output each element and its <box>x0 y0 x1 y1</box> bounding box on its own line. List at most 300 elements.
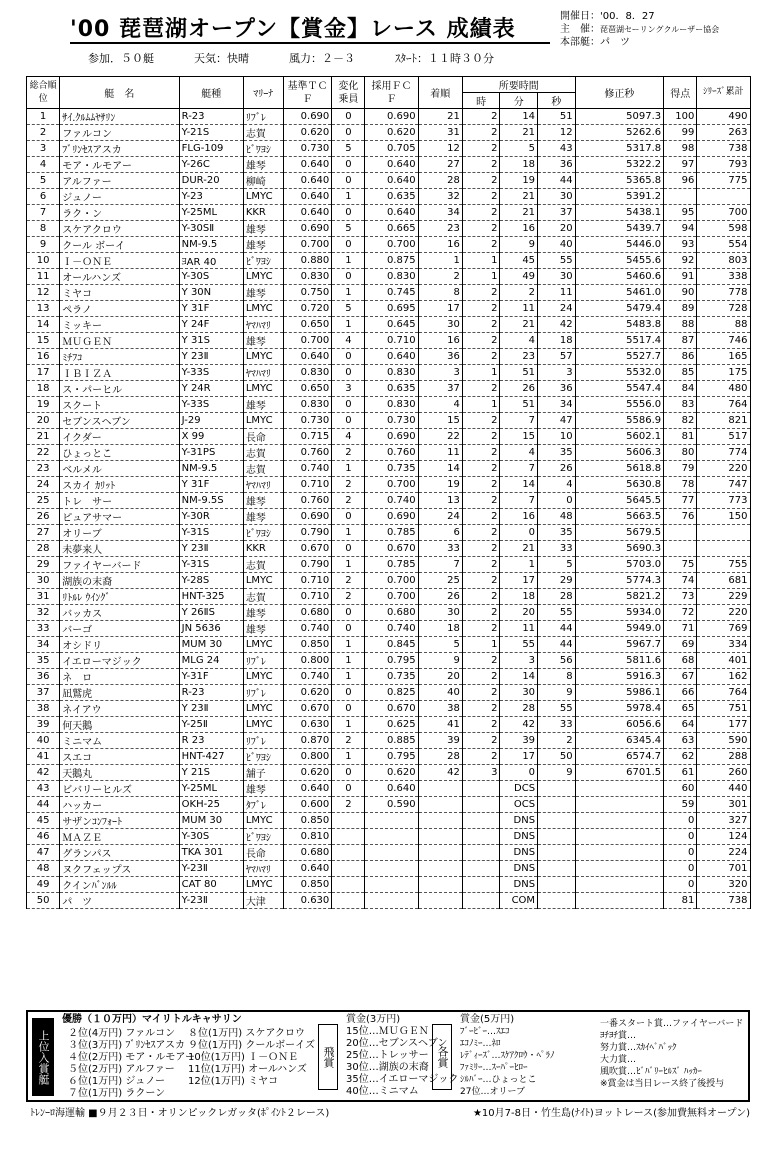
row-base: 0.630 <box>283 717 332 733</box>
row-yacht: ハッカー <box>60 797 179 813</box>
row-hours: 1 <box>462 637 500 653</box>
row-seconds: 28 <box>538 589 576 605</box>
prize-mid-label: 飛賞 <box>318 1024 338 1090</box>
row-yacht: バッカス <box>60 605 179 621</box>
row-seconds: 40 <box>538 237 576 253</box>
row-base: 0.620 <box>283 125 332 141</box>
row-corrected: 5461.0 <box>575 285 664 301</box>
row-base: 0.740 <box>283 669 332 685</box>
row-type: Y-21S <box>179 125 243 141</box>
row-marina: 柳崎 <box>243 173 283 189</box>
row-series <box>697 541 750 557</box>
row-base: 0.710 <box>283 573 332 589</box>
row-yacht: 湖族の末裔 <box>60 573 179 589</box>
row-seconds: 24 <box>538 301 576 317</box>
row-used: 0.640 <box>365 349 418 365</box>
row-change: 0 <box>332 173 365 189</box>
row-series <box>697 189 750 205</box>
row-finish: 18 <box>418 621 462 637</box>
row-minutes: 20 <box>500 605 538 621</box>
row-minutes: 55 <box>500 637 538 653</box>
row-used: 0.690 <box>365 429 418 445</box>
row-hours: 2 <box>462 733 500 749</box>
row-rank: 10 <box>27 253 60 269</box>
row-marina: 舗子 <box>243 765 283 781</box>
row-change: 1 <box>332 285 365 301</box>
row-yacht: ピュアサマー <box>60 509 179 525</box>
table-body <box>27 109 751 909</box>
row-series: 778 <box>697 285 750 301</box>
row-type: Y 26ⅡS <box>179 605 243 621</box>
meta-hq-label: 本部艇： <box>560 37 600 48</box>
row-minutes: 17 <box>500 573 538 589</box>
row-change <box>332 861 365 877</box>
row-finish: 3 <box>418 365 462 381</box>
row-yacht: ファイヤーバード <box>60 557 179 573</box>
row-seconds: 29 <box>538 573 576 589</box>
row-rank: 15 <box>27 333 60 349</box>
table-row <box>27 381 751 397</box>
row-seconds <box>538 797 576 813</box>
row-yacht: クール ボーイ <box>60 237 179 253</box>
table-row <box>27 205 751 221</box>
row-finish: 11 <box>418 445 462 461</box>
row-yacht: グランパス <box>60 845 179 861</box>
row-finish: 39 <box>418 733 462 749</box>
info-line <box>88 50 494 66</box>
row-hours: 2 <box>462 669 500 685</box>
row-series: 165 <box>697 349 750 365</box>
row-corrected: 5479.4 <box>575 301 664 317</box>
header-yacht: 艇 名 <box>60 77 179 109</box>
row-used: 0.635 <box>365 381 418 397</box>
row-rank: 18 <box>27 381 60 397</box>
row-series: 88 <box>697 317 750 333</box>
row-corrected: 6574.7 <box>575 749 664 765</box>
row-yacht: クインﾊﾞﾝﾙﾙ <box>60 877 179 893</box>
row-change: 2 <box>332 493 365 509</box>
row-marina: 志賀 <box>243 589 283 605</box>
table-row <box>27 541 751 557</box>
row-minutes: 45 <box>500 253 538 269</box>
prize-item: 風吹賞…ﾋﾞﾊﾞﾘｰﾋﾙｽﾞ ﾊｯｶｰ <box>600 1067 702 1077</box>
row-series: 220 <box>697 461 750 477</box>
row-rank: 21 <box>27 429 60 445</box>
row-type: J-29 <box>179 413 243 429</box>
row-minutes: 18 <box>500 589 538 605</box>
prize-item: 10位(1万円) Ｉ－ＯＮＥ <box>188 1052 299 1063</box>
row-series: 150 <box>697 509 750 525</box>
row-rank: 49 <box>27 877 60 893</box>
row-rank: 13 <box>27 301 60 317</box>
row-rank: 24 <box>27 477 60 493</box>
row-rank: 8 <box>27 221 60 237</box>
row-series: 288 <box>697 749 750 765</box>
row-hours: 2 <box>462 189 500 205</box>
row-seconds: 9 <box>538 685 576 701</box>
row-yacht: ﾌﾞﾘﾝｾｽアスカ <box>60 141 179 157</box>
row-base: 0.690 <box>283 109 332 125</box>
row-change: 4 <box>332 429 365 445</box>
row-series: 260 <box>697 765 750 781</box>
row-hours: 2 <box>462 333 500 349</box>
row-minutes: 14 <box>500 477 538 493</box>
row-finish: 25 <box>418 573 462 589</box>
row-base: 0.700 <box>283 237 332 253</box>
row-corrected: 5606.3 <box>575 445 664 461</box>
row-minutes: 7 <box>500 461 538 477</box>
table-row <box>27 349 751 365</box>
row-series: 480 <box>697 381 750 397</box>
row-marina: 志賀 <box>243 445 283 461</box>
row-series: 263 <box>697 125 750 141</box>
row-points: 62 <box>664 749 697 765</box>
row-type: Y-25Ⅱ <box>179 717 243 733</box>
row-finish: 30 <box>418 605 462 621</box>
row-points: 81 <box>664 429 697 445</box>
row-finish: 16 <box>418 237 462 253</box>
row-finish: 28 <box>418 749 462 765</box>
row-marina: LMYC <box>243 669 283 685</box>
row-seconds: 33 <box>538 717 576 733</box>
row-hours <box>462 893 500 909</box>
row-change: 0 <box>332 685 365 701</box>
row-marina: ﾔﾏﾊﾏﾘ <box>243 861 283 877</box>
row-hours <box>462 877 500 893</box>
row-used <box>365 877 418 893</box>
row-series: 175 <box>697 365 750 381</box>
row-yacht: サザンｺﾝﾌｫｰﾄ <box>60 813 179 829</box>
row-rank: 17 <box>27 365 60 381</box>
footer-right: ★10月7-8日・竹生島(ﾅｲﾄ)ヨットレース(参加費無料オープン) <box>472 1108 750 1119</box>
row-minutes: 4 <box>500 445 538 461</box>
row-change: 1 <box>332 749 365 765</box>
row-corrected <box>575 781 664 797</box>
row-yacht: ネ ロ <box>60 669 179 685</box>
row-points: 73 <box>664 589 697 605</box>
row-marina: 雄琴 <box>243 285 283 301</box>
row-used: 0.640 <box>365 173 418 189</box>
table-row <box>27 445 751 461</box>
row-points <box>664 541 697 557</box>
row-used: 0.670 <box>365 701 418 717</box>
row-base: 0.690 <box>283 509 332 525</box>
row-finish: 40 <box>418 685 462 701</box>
row-corrected: 5934.0 <box>575 605 664 621</box>
row-hours: 2 <box>462 381 500 397</box>
prize-item: ３位(3万円) ﾌﾞﾘﾝｾｽアスカ <box>68 1040 185 1051</box>
row-points: 0 <box>664 877 697 893</box>
row-hours: 1 <box>462 269 500 285</box>
table-row <box>27 397 751 413</box>
row-type: Y-30SⅡ <box>179 221 243 237</box>
row-base: 0.680 <box>283 845 332 861</box>
row-base: 0.740 <box>283 621 332 637</box>
row-rank: 2 <box>27 125 60 141</box>
row-rank: 22 <box>27 445 60 461</box>
row-series: 755 <box>697 557 750 573</box>
row-seconds: 10 <box>538 429 576 445</box>
row-seconds: 44 <box>538 621 576 637</box>
row-rank: 41 <box>27 749 60 765</box>
row-hours: 1 <box>462 365 500 381</box>
row-type: Y-26C <box>179 157 243 173</box>
row-change: 3 <box>332 381 365 397</box>
row-series: 751 <box>697 701 750 717</box>
row-hours: 2 <box>462 461 500 477</box>
row-points: 0 <box>664 829 697 845</box>
row-used: 0.620 <box>365 125 418 141</box>
row-rank: 36 <box>27 669 60 685</box>
row-points: 90 <box>664 285 697 301</box>
prize-col4 <box>460 1026 555 1098</box>
table-row <box>27 877 751 893</box>
row-used <box>365 861 418 877</box>
row-hours: 2 <box>462 589 500 605</box>
row-yacht: スカイ ｶﾘｯﾄ <box>60 477 179 493</box>
row-finish: 32 <box>418 189 462 205</box>
row-hours: 2 <box>462 477 500 493</box>
row-type: Y 23Ⅱ <box>179 349 243 365</box>
row-yacht: ひょっとこ <box>60 445 179 461</box>
row-marina: ﾋﾞﾜﾖｼ <box>243 141 283 157</box>
row-yacht: ＩＢＩＺＡ <box>60 365 179 381</box>
row-hours: 3 <box>462 765 500 781</box>
row-base: 0.790 <box>283 557 332 573</box>
row-change: 0 <box>332 509 365 525</box>
row-finish: 31 <box>418 125 462 141</box>
prize-col5 <box>600 1018 743 1090</box>
row-finish: 27 <box>418 157 462 173</box>
header-points: 得点 <box>664 77 697 109</box>
row-finish: 12 <box>418 141 462 157</box>
row-seconds: 44 <box>538 173 576 189</box>
row-change <box>332 893 365 909</box>
row-minutes: 21 <box>500 125 538 141</box>
row-marina: ﾋﾞﾜﾖｼ <box>243 253 283 269</box>
row-type: Y-33S <box>179 397 243 413</box>
prize-item: 11位(1万円) オールハンズ <box>188 1064 307 1075</box>
row-used: 0.680 <box>365 605 418 621</box>
row-base: 0.700 <box>283 333 332 349</box>
row-minutes: DNS <box>500 861 538 877</box>
row-base: 0.640 <box>283 349 332 365</box>
row-used: 0.795 <box>365 749 418 765</box>
row-corrected: 5556.0 <box>575 397 664 413</box>
row-seconds: 35 <box>538 525 576 541</box>
row-minutes: 51 <box>500 365 538 381</box>
row-series: 764 <box>697 685 750 701</box>
row-corrected <box>575 813 664 829</box>
row-used: 0.640 <box>365 205 418 221</box>
info-wind: 風力：２－３ <box>289 52 355 65</box>
row-base: 0.830 <box>283 365 332 381</box>
row-series: 401 <box>697 653 750 669</box>
table-row <box>27 173 751 189</box>
table-row <box>27 733 751 749</box>
row-type: Y-28S <box>179 573 243 589</box>
row-type: JN 5636 <box>179 621 243 637</box>
row-used: 0.795 <box>365 653 418 669</box>
row-type: FLG-109 <box>179 141 243 157</box>
row-marina: ﾋﾞﾜﾖｼ <box>243 525 283 541</box>
row-hours: 2 <box>462 317 500 333</box>
row-corrected: 5811.6 <box>575 653 664 669</box>
results-table <box>26 76 750 909</box>
info-weather: 天気：快晴 <box>194 52 249 65</box>
row-used: 0.640 <box>365 781 418 797</box>
row-corrected: 5986.1 <box>575 685 664 701</box>
row-finish: 24 <box>418 509 462 525</box>
row-finish: 37 <box>418 381 462 397</box>
prize-item: ※賞金は当日レース終了後授与 <box>600 1079 725 1089</box>
row-series: 229 <box>697 589 750 605</box>
row-minutes: 9 <box>500 237 538 253</box>
row-yacht: ペラノ <box>60 301 179 317</box>
row-hours: 2 <box>462 605 500 621</box>
row-rank: 27 <box>27 525 60 541</box>
row-base: 0.680 <box>283 605 332 621</box>
row-finish: 20 <box>418 669 462 685</box>
row-used: 0.625 <box>365 717 418 733</box>
meta-date <box>560 10 719 23</box>
row-change: 0 <box>332 237 365 253</box>
row-points: 64 <box>664 717 697 733</box>
row-corrected: 5446.0 <box>575 237 664 253</box>
meta-hq-value: パ ツ <box>600 37 630 48</box>
row-points: 72 <box>664 605 697 621</box>
row-marina: 志賀 <box>243 125 283 141</box>
row-seconds: 2 <box>538 733 576 749</box>
row-type: Y-31S <box>179 525 243 541</box>
table-row <box>27 637 751 653</box>
row-used: 0.885 <box>365 733 418 749</box>
row-base: 0.630 <box>283 893 332 909</box>
row-change: 0 <box>332 109 365 125</box>
row-corrected <box>575 893 664 909</box>
row-series: 440 <box>697 781 750 797</box>
prize-item: 12位(1万円) ミヤコ <box>188 1076 279 1087</box>
row-series: 728 <box>697 301 750 317</box>
table-row <box>27 141 751 157</box>
row-yacht: ファルコン <box>60 125 179 141</box>
row-corrected: 5645.5 <box>575 493 664 509</box>
row-corrected: 6056.6 <box>575 717 664 733</box>
row-type: Y 23Ⅱ <box>179 701 243 717</box>
row-hours <box>462 829 500 845</box>
row-change: 2 <box>332 445 365 461</box>
row-type: Y 31S <box>179 333 243 349</box>
row-corrected: 5586.9 <box>575 413 664 429</box>
meta-date-label: 開催日： <box>560 11 600 22</box>
row-rank: 38 <box>27 701 60 717</box>
row-type: Y 23Ⅱ <box>179 541 243 557</box>
row-corrected: 5774.3 <box>575 573 664 589</box>
row-marina: LMYC <box>243 701 283 717</box>
row-minutes: 21 <box>500 189 538 205</box>
row-minutes: 42 <box>500 717 538 733</box>
prize-right-label: 各賞 <box>432 1024 452 1090</box>
row-points: 66 <box>664 685 697 701</box>
row-marina: LMYC <box>243 269 283 285</box>
row-type: DUR-20 <box>179 173 243 189</box>
header-series: ｼﾘｰｽﾞ累計 <box>697 77 750 109</box>
row-base: 0.640 <box>283 781 332 797</box>
row-hours: 1 <box>462 253 500 269</box>
row-base: 0.880 <box>283 253 332 269</box>
row-minutes: 7 <box>500 413 538 429</box>
row-change: 1 <box>332 669 365 685</box>
row-series: 803 <box>697 253 750 269</box>
prize-item: ６位(1万円) ジュノー <box>68 1076 166 1087</box>
row-base: 0.715 <box>283 429 332 445</box>
row-series <box>697 525 750 541</box>
row-corrected: 5262.6 <box>575 125 664 141</box>
prize-item: ８位(1万円) スケアクロウ <box>188 1028 306 1039</box>
row-marina: 大津 <box>243 893 283 909</box>
row-change: 0 <box>332 157 365 173</box>
row-hours: 2 <box>462 701 500 717</box>
row-base: 0.690 <box>283 221 332 237</box>
row-points: 94 <box>664 221 697 237</box>
table-row <box>27 109 751 125</box>
row-corrected: 5663.5 <box>575 509 664 525</box>
row-change: 1 <box>332 653 365 669</box>
row-marina: 雄琴 <box>243 397 283 413</box>
row-points: 59 <box>664 797 697 813</box>
table-row <box>27 301 751 317</box>
row-marina: 長命 <box>243 429 283 445</box>
row-series: 590 <box>697 733 750 749</box>
header-marina: ﾏﾘｰﾅ <box>243 77 283 109</box>
row-minutes: 11 <box>500 301 538 317</box>
row-seconds: 44 <box>538 637 576 653</box>
row-points <box>664 189 697 205</box>
row-used: 0.745 <box>365 285 418 301</box>
row-finish: 22 <box>418 429 462 445</box>
footer <box>30 1104 750 1119</box>
row-series: 774 <box>697 445 750 461</box>
prize-item: 35位…イエローマジック <box>346 1074 459 1085</box>
row-marina: KKR <box>243 541 283 557</box>
header-base: 基準ＴＣＦ <box>283 77 332 109</box>
row-type: MUM 30 <box>179 637 243 653</box>
row-minutes: 16 <box>500 221 538 237</box>
row-yacht: モア・ルモアー <box>60 157 179 173</box>
row-type: Y 31F <box>179 301 243 317</box>
row-corrected <box>575 861 664 877</box>
row-yacht: ＭＡＺＥ <box>60 829 179 845</box>
row-hours: 2 <box>462 493 500 509</box>
row-finish <box>418 877 462 893</box>
row-type: Y 21S <box>179 765 243 781</box>
row-minutes: 21 <box>500 541 538 557</box>
prize-item: 15位…ＭＵＧＥＮ <box>346 1026 429 1037</box>
row-corrected: 5527.7 <box>575 349 664 365</box>
row-base: 0.800 <box>283 653 332 669</box>
row-seconds: 9 <box>538 765 576 781</box>
row-base: 0.710 <box>283 477 332 493</box>
row-points: 60 <box>664 781 697 797</box>
row-yacht: 何天鵝 <box>60 717 179 733</box>
row-hours: 2 <box>462 237 500 253</box>
row-series: 338 <box>697 269 750 285</box>
row-minutes: 23 <box>500 349 538 365</box>
row-hours: 2 <box>462 749 500 765</box>
row-corrected: 5547.4 <box>575 381 664 397</box>
row-hours <box>462 813 500 829</box>
prize-item: ７位(1万円) ラクーン <box>68 1088 166 1099</box>
